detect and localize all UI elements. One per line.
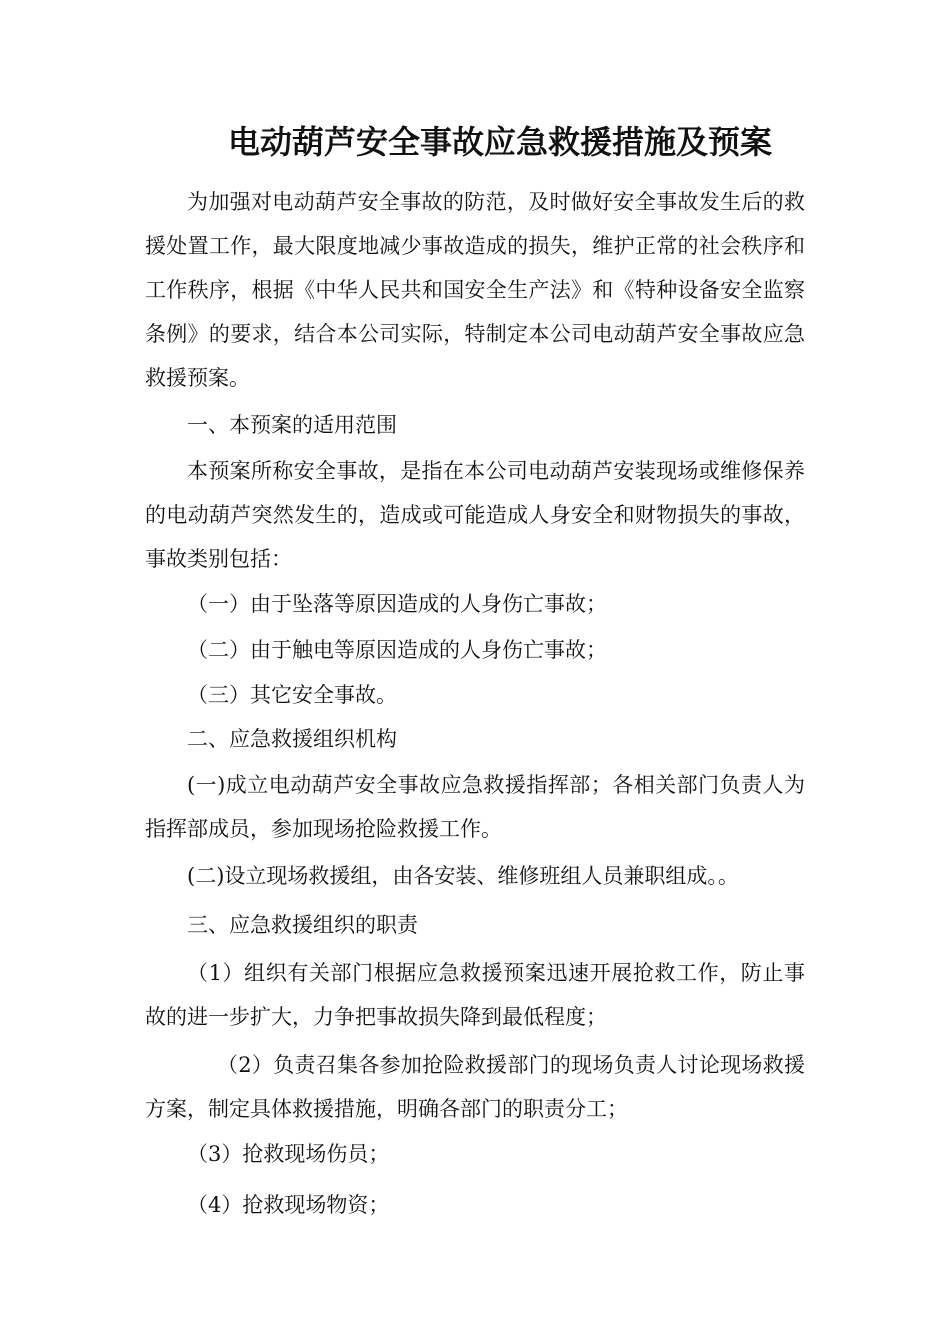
section3-item-4: （4）抢救现场物资； <box>187 1193 390 1217</box>
intro-paragraph: 为加强对电动葫芦安全事故的防范，及时做好安全事故发生后的救援处置工作，最大限度地减少事故造成的损失，维护正常的社会秩序和工作秩序，根据《中华人民共和国安全生产法》和《特种设备安全监察条例》的要求，结合本公司实际，特制定本公司电动葫芦安全事故应急救援预案。 <box>145 190 805 390</box>
section2-item-1: (一)成立电动葫芦安全事故应急救援指挥部；各相关部门负责人为指挥部成员，参加现场抢险救援工作。 <box>145 773 805 841</box>
document-title: 电动葫芦安全事故应急救援措施及预案 <box>228 123 773 161</box>
section1-item-3: （三）其它安全事故。 <box>187 683 397 707</box>
section2-heading: 二、应急救援组织机构 <box>187 727 397 751</box>
section3-item-3: （3）抢救现场伤员； <box>187 1142 390 1166</box>
section1-item-1: （一）由于坠落等原因造成的人身伤亡事故； <box>187 592 607 616</box>
section3-heading: 三、应急救援组织的职责 <box>187 913 418 937</box>
section3-item-2: （2）负责召集各参加抢险救援部门的现场负责人讨论现场救援方案，制定具体救援措施，明确各部门的职责分工； <box>145 1053 805 1121</box>
section1-body: 本预案所称安全事故，是指在本公司电动葫芦安装现场或维修保养的电动葫芦突然发生的，造成或可能造成人身安全和财物损失的事故，事故类别包括： <box>145 459 805 571</box>
section1-item-2: （二）由于触电等原因造成的人身伤亡事故； <box>187 638 607 662</box>
section2-item-2: (二)设立现场救援组，由各安装、维修班组人员兼职组成。。 <box>187 864 739 888</box>
section3-item-1: （1）组织有关部门根据应急救援预案迅速开展抢救工作，防止事故的进一步扩大，力争把事故损失降到最低程度； <box>145 961 805 1029</box>
section1-heading: 一、本预案的适用范围 <box>187 413 397 437</box>
